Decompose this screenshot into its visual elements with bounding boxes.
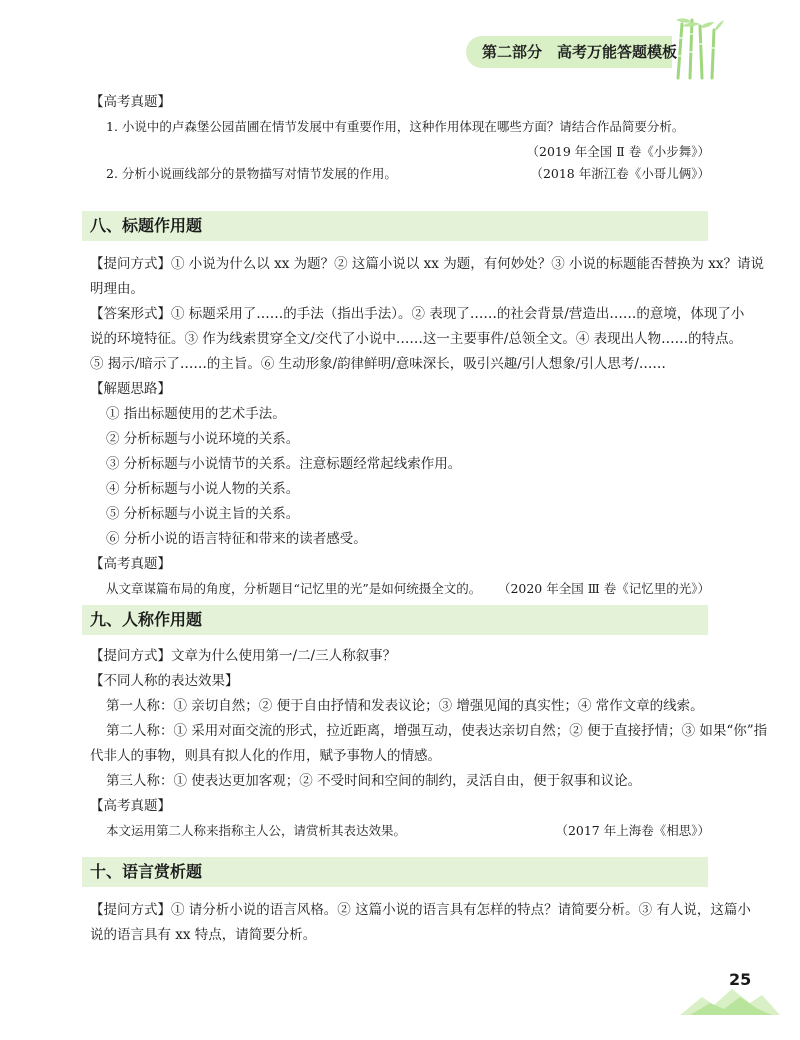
- top-exam-block: [90, 92, 710, 184]
- exam-question-2-source: （2018 年浙江卷《小哥儿俩》）: [530, 166, 710, 181]
- section-8-idea: ⑥ 分析小说的语言特征和带来的读者感受。: [106, 531, 367, 547]
- section-9-body: [90, 646, 768, 841]
- section-10-title: 十、语言赏析题: [90, 862, 203, 881]
- section-9-third-person: 第三人称：① 使表达更加客观；② 不受时间和空间的制约，灵活自由，便于叙事和议论。: [106, 773, 642, 789]
- section-8-idea: ⑤ 分析标题与小说主旨的关系。: [106, 506, 300, 522]
- exam-label: 【高考真题】: [90, 94, 171, 110]
- section-10-ask-line-2: 说的语言具有 xx 特点，请简要分析。: [90, 927, 317, 943]
- section-8-exam-label: 【高考真题】: [90, 556, 171, 572]
- section-8-idea: ③ 分析标题与小说情节的关系。注意标题经常起线索作用。: [106, 456, 462, 472]
- section-10-ask-line-1: 【提问方式】① 请分析小说的语言风格。② 这篇小说的语言具有怎样的特点？请简要分析。③ 有人说，这篇小: [90, 902, 751, 918]
- section-8-title: 八、标题作用题: [90, 216, 203, 235]
- section-9-ask: 【提问方式】文章为什么使用第一/二/三人称叙事？: [90, 648, 397, 664]
- exam-question-1: 1. 小说中的卢森堡公园苗圃在情节发展中有重要作用，这种作用体现在哪些方面？请结合作品简要分析。: [106, 119, 685, 134]
- section-8-ask-line-1: 【提问方式】① 小说为什么以 xx 为题？② 这篇小说以 xx 为题，有何妙处？③ 小说的标题能否替换为 xx？请说: [90, 256, 765, 272]
- section-8-exam-question: 从文章谋篇布局的角度，分析题目“记忆里的光”是如何统摄全文的。: [106, 581, 482, 596]
- mountain-decoration-icon: [680, 985, 780, 1015]
- section-9-effect-label: 【不同人称的表达效果】: [90, 673, 239, 689]
- section-8-answer-line-1: 【答案形式】① 标题采用了……的手法（指出手法）。② 表现了……的社会背景/营造出……的意境，体现了小: [90, 306, 745, 322]
- section-8-idea: ② 分析标题与小说环境的关系。: [106, 431, 300, 447]
- section-8-answer-line-3: ⑤ 揭示/暗示了……的主旨。⑥ 生动形象/韵律鲜明/意味深长，吸引兴趣/引人想象/引人思考/……: [90, 356, 666, 372]
- section-9-exam-label: 【高考真题】: [90, 798, 171, 814]
- exam-question-1-source: （2019 年全国 Ⅱ 卷《小步舞》）: [526, 144, 710, 159]
- page-number: 25: [729, 970, 752, 989]
- section-9-title: 九、人称作用题: [90, 610, 203, 629]
- header-section-label: 第二部分 高考万能答题模板: [482, 43, 678, 61]
- section-9-second-person-line-2: 代非人的事物，则具有拟人化的作用，赋予事物人的情感。: [90, 748, 441, 764]
- bamboo-decoration-icon: [664, 16, 726, 80]
- section-8-ask-line-2: 明理由。: [90, 281, 144, 297]
- section-10-body: [90, 900, 751, 945]
- section-8-idea: ① 指出标题使用的艺术手法。: [106, 406, 286, 422]
- section-9-first-person: 第一人称：① 亲切自然；② 便于自由抒情和发表议论；③ 增强见闻的真实性；④ 常作文章的线索。: [106, 698, 704, 714]
- section-8-idea: ④ 分析标题与小说人物的关系。: [106, 481, 300, 497]
- exam-question-2: 2. 分析小说画线部分的景物描写对情节发展的作用。: [106, 166, 397, 181]
- section-8-exam-source: （2020 年全国 Ⅲ 卷《记忆里的光》）: [497, 581, 710, 596]
- section-8-answer-line-2: 说的环境特征。③ 作为线索贯穿全文/交代了小说中……这一主要事件/总领全文。④ 表现出人物……的特点。: [90, 331, 743, 347]
- section-9-exam-question: 本文运用第二人称来指称主人公，请赏析其表达效果。: [106, 823, 407, 838]
- section-8-idea-label: 【解题思路】: [90, 381, 171, 397]
- section-9-exam-source: （2017 年上海卷《相思》）: [555, 823, 710, 838]
- section-8-body: [90, 254, 765, 599]
- section-9-second-person-line-1: 第二人称：① 采用对面交流的形式，拉近距离，增强互动，使表达亲切自然；② 便于直接抒情；③ 如果“你”指: [106, 723, 768, 739]
